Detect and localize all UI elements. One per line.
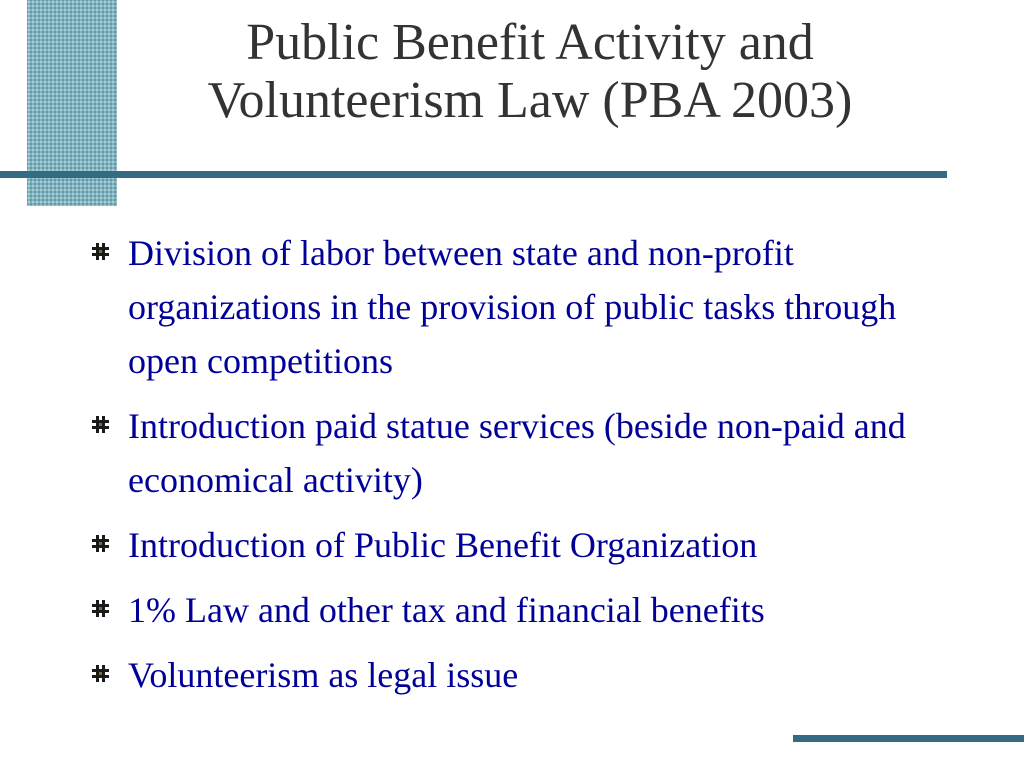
hash-square-bullet-icon — [92, 600, 109, 617]
title-divider-line — [0, 171, 947, 178]
bullet-item — [90, 518, 950, 572]
bullet-item — [90, 399, 950, 507]
hash-square-bullet-icon — [92, 535, 109, 552]
bullet-item — [90, 648, 950, 702]
bullet-item — [90, 226, 950, 388]
bullet-text: Volunteerism as legal issue — [128, 655, 519, 695]
bullet-item — [90, 583, 950, 637]
bottom-divider-line — [793, 735, 1024, 742]
hash-square-bullet-icon — [92, 416, 109, 433]
bullet-text: Introduction paid statue services (beside non-paid and economical activity) — [128, 406, 906, 500]
bullet-text: 1% Law and other tax and financial benefits — [128, 590, 765, 630]
slide-title: Public Benefit Activity and Volunteerism Law (PBA 2003) — [207, 14, 853, 130]
hash-square-bullet-icon — [92, 243, 109, 260]
bullet-list — [90, 226, 950, 713]
hash-square-bullet-icon — [92, 665, 109, 682]
bullet-text: Introduction of Public Benefit Organization — [128, 525, 758, 565]
bullet-text: Division of labor between state and non-profit organizations in the provision of public tasks through open competitions — [128, 233, 897, 381]
